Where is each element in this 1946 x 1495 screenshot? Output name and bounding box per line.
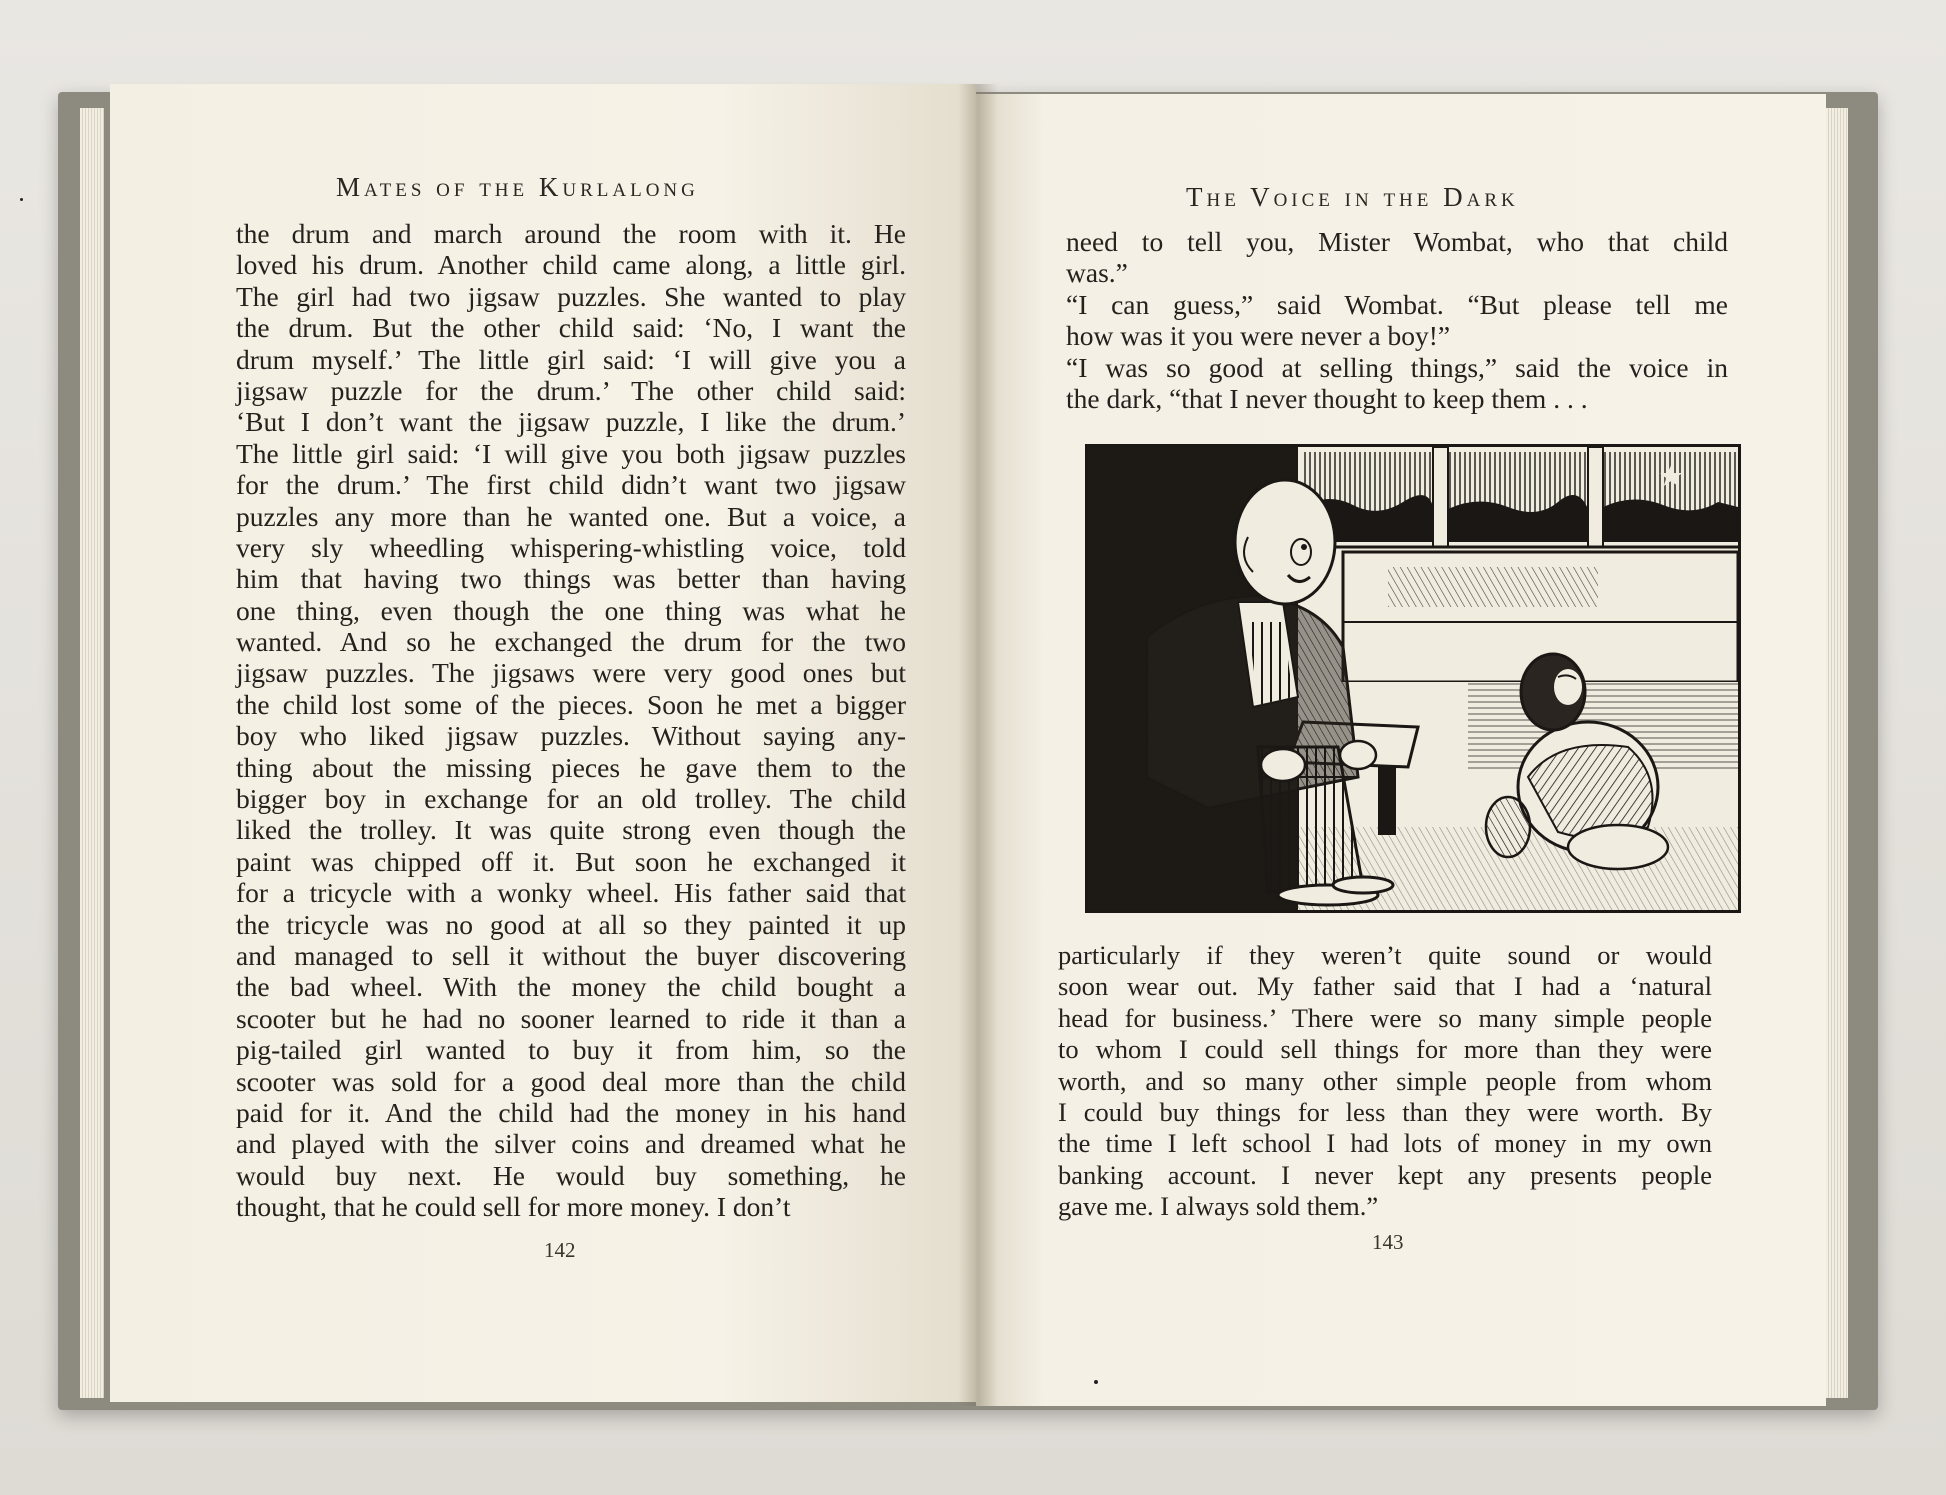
- text-line: jigsaw puzzle for the drum.’ The other child said:: [236, 374, 906, 406]
- text-line: paid for it. And the child had the money in his hand: [236, 1096, 906, 1128]
- text-line: puzzles any more than he wanted one. But a voice, a: [236, 500, 906, 532]
- left-running-head: Mates of the Kurlalong: [336, 172, 699, 202]
- text-line: gave me. I always sold them.”: [1058, 1191, 1379, 1222]
- left-page-number: 142: [544, 1238, 576, 1262]
- text-line: the child lost some of the pieces. Soon he met a bigger: [236, 688, 906, 720]
- left-page-edges: [80, 108, 104, 1398]
- text-line: and managed to sell it without the buyer discovering: [236, 939, 906, 971]
- text-line: one thing, even though the one thing was what he: [236, 594, 906, 626]
- book-gutter: [958, 84, 998, 1406]
- text-line: jigsaw puzzles. The jigsaws were very good ones but: [236, 657, 906, 689]
- text-line: The girl had two jigsaw puzzles. She wanted to play: [236, 280, 906, 312]
- text-line: ‘But I don’t want the jigsaw puzzle, I like the drum.’: [236, 406, 906, 438]
- text-line: worth, and so many other simple people from whom: [1058, 1065, 1712, 1096]
- text-line: the tricycle was no good at all so they painted it up: [236, 908, 906, 940]
- text-line: banking account. I never kept any presents people: [1058, 1159, 1712, 1190]
- bald-man-and-wombat-illustration: [1085, 444, 1741, 913]
- text-line: wanted. And so he exchanged the drum for the two: [236, 626, 906, 658]
- right-running-head: The Voice in the Dark: [1186, 182, 1519, 212]
- text-line: for a tricycle with a wonky wheel. His father said that: [236, 877, 906, 909]
- text-line: The little girl said: ‘I will give you both jigsaw puzzles: [236, 437, 906, 469]
- text-line: the drum and march around the room with it. He: [236, 218, 906, 249]
- text-line: very sly wheedling whispering-whistling voice, told: [236, 531, 906, 563]
- text-line: bigger boy in exchange for an old trolley. The child: [236, 783, 906, 815]
- text-line: head for business.’ There were so many simple people: [1058, 1002, 1712, 1033]
- text-line: scooter was sold for a good deal more than the child: [236, 1065, 906, 1097]
- text-line: I could buy things for less than they were worth. By: [1058, 1096, 1712, 1127]
- text-line: soon wear out. My father said that I had a ‘natural: [1058, 971, 1712, 1002]
- text-line: the dark, “that I never thought to keep them . . .: [1066, 382, 1588, 414]
- paper-speck: [1094, 1380, 1098, 1384]
- text-line: the drum. But the other child said: ‘No, I want the: [236, 312, 906, 344]
- text-line: pig-tailed girl wanted to buy it from him, so the: [236, 1034, 906, 1066]
- text-line: thing about the missing pieces he gave them to the: [236, 751, 906, 783]
- left-body-text: [236, 218, 906, 1223]
- right-body-text-top: [1066, 226, 1728, 414]
- text-line: drum myself.’ The little girl said: ‘I will give you a: [236, 343, 906, 375]
- text-line: him that having two things was better than having: [236, 563, 906, 595]
- text-line: liked the trolley. It was quite strong even though the: [236, 814, 906, 846]
- right-body-text-bottom: [1058, 940, 1712, 1223]
- text-line: the bad wheel. With the money the child bought a: [236, 971, 906, 1003]
- right-page-number: 143: [1372, 1230, 1404, 1254]
- text-line: would buy next. He would buy something, he: [236, 1159, 906, 1191]
- text-line: loved his drum. Another child came along, a little girl.: [236, 249, 906, 281]
- right-page-edges: [1826, 108, 1848, 1398]
- text-line: particularly if they weren’t quite sound or would: [1058, 940, 1712, 970]
- text-line: paint was chipped off it. But soon he exchanged it: [236, 845, 906, 877]
- text-line: was.”: [1066, 257, 1128, 289]
- text-line: “I can guess,” said Wombat. “But please tell me: [1066, 288, 1728, 320]
- text-line: thought, that he could sell for more money. I don’t: [236, 1191, 791, 1223]
- text-line: the time I left school I had lots of money in my own: [1058, 1128, 1712, 1159]
- text-line: scooter but he had no sooner learned to ride it than a: [236, 1002, 906, 1034]
- text-line: “I was so good at selling things,” said the voice in: [1066, 351, 1728, 383]
- text-line: boy who liked jigsaw puzzles. Without saying any-: [236, 720, 906, 752]
- text-line: and played with the silver coins and dreamed what he: [236, 1128, 906, 1160]
- background-speck: [20, 198, 23, 201]
- text-line: need to tell you, Mister Wombat, who that child: [1066, 226, 1728, 257]
- text-line: how was it you were never a boy!”: [1066, 320, 1451, 352]
- text-line: for the drum.’ The first child didn’t want two jigsaw: [236, 469, 906, 501]
- text-line: to whom I could sell things for more than they were: [1058, 1034, 1712, 1065]
